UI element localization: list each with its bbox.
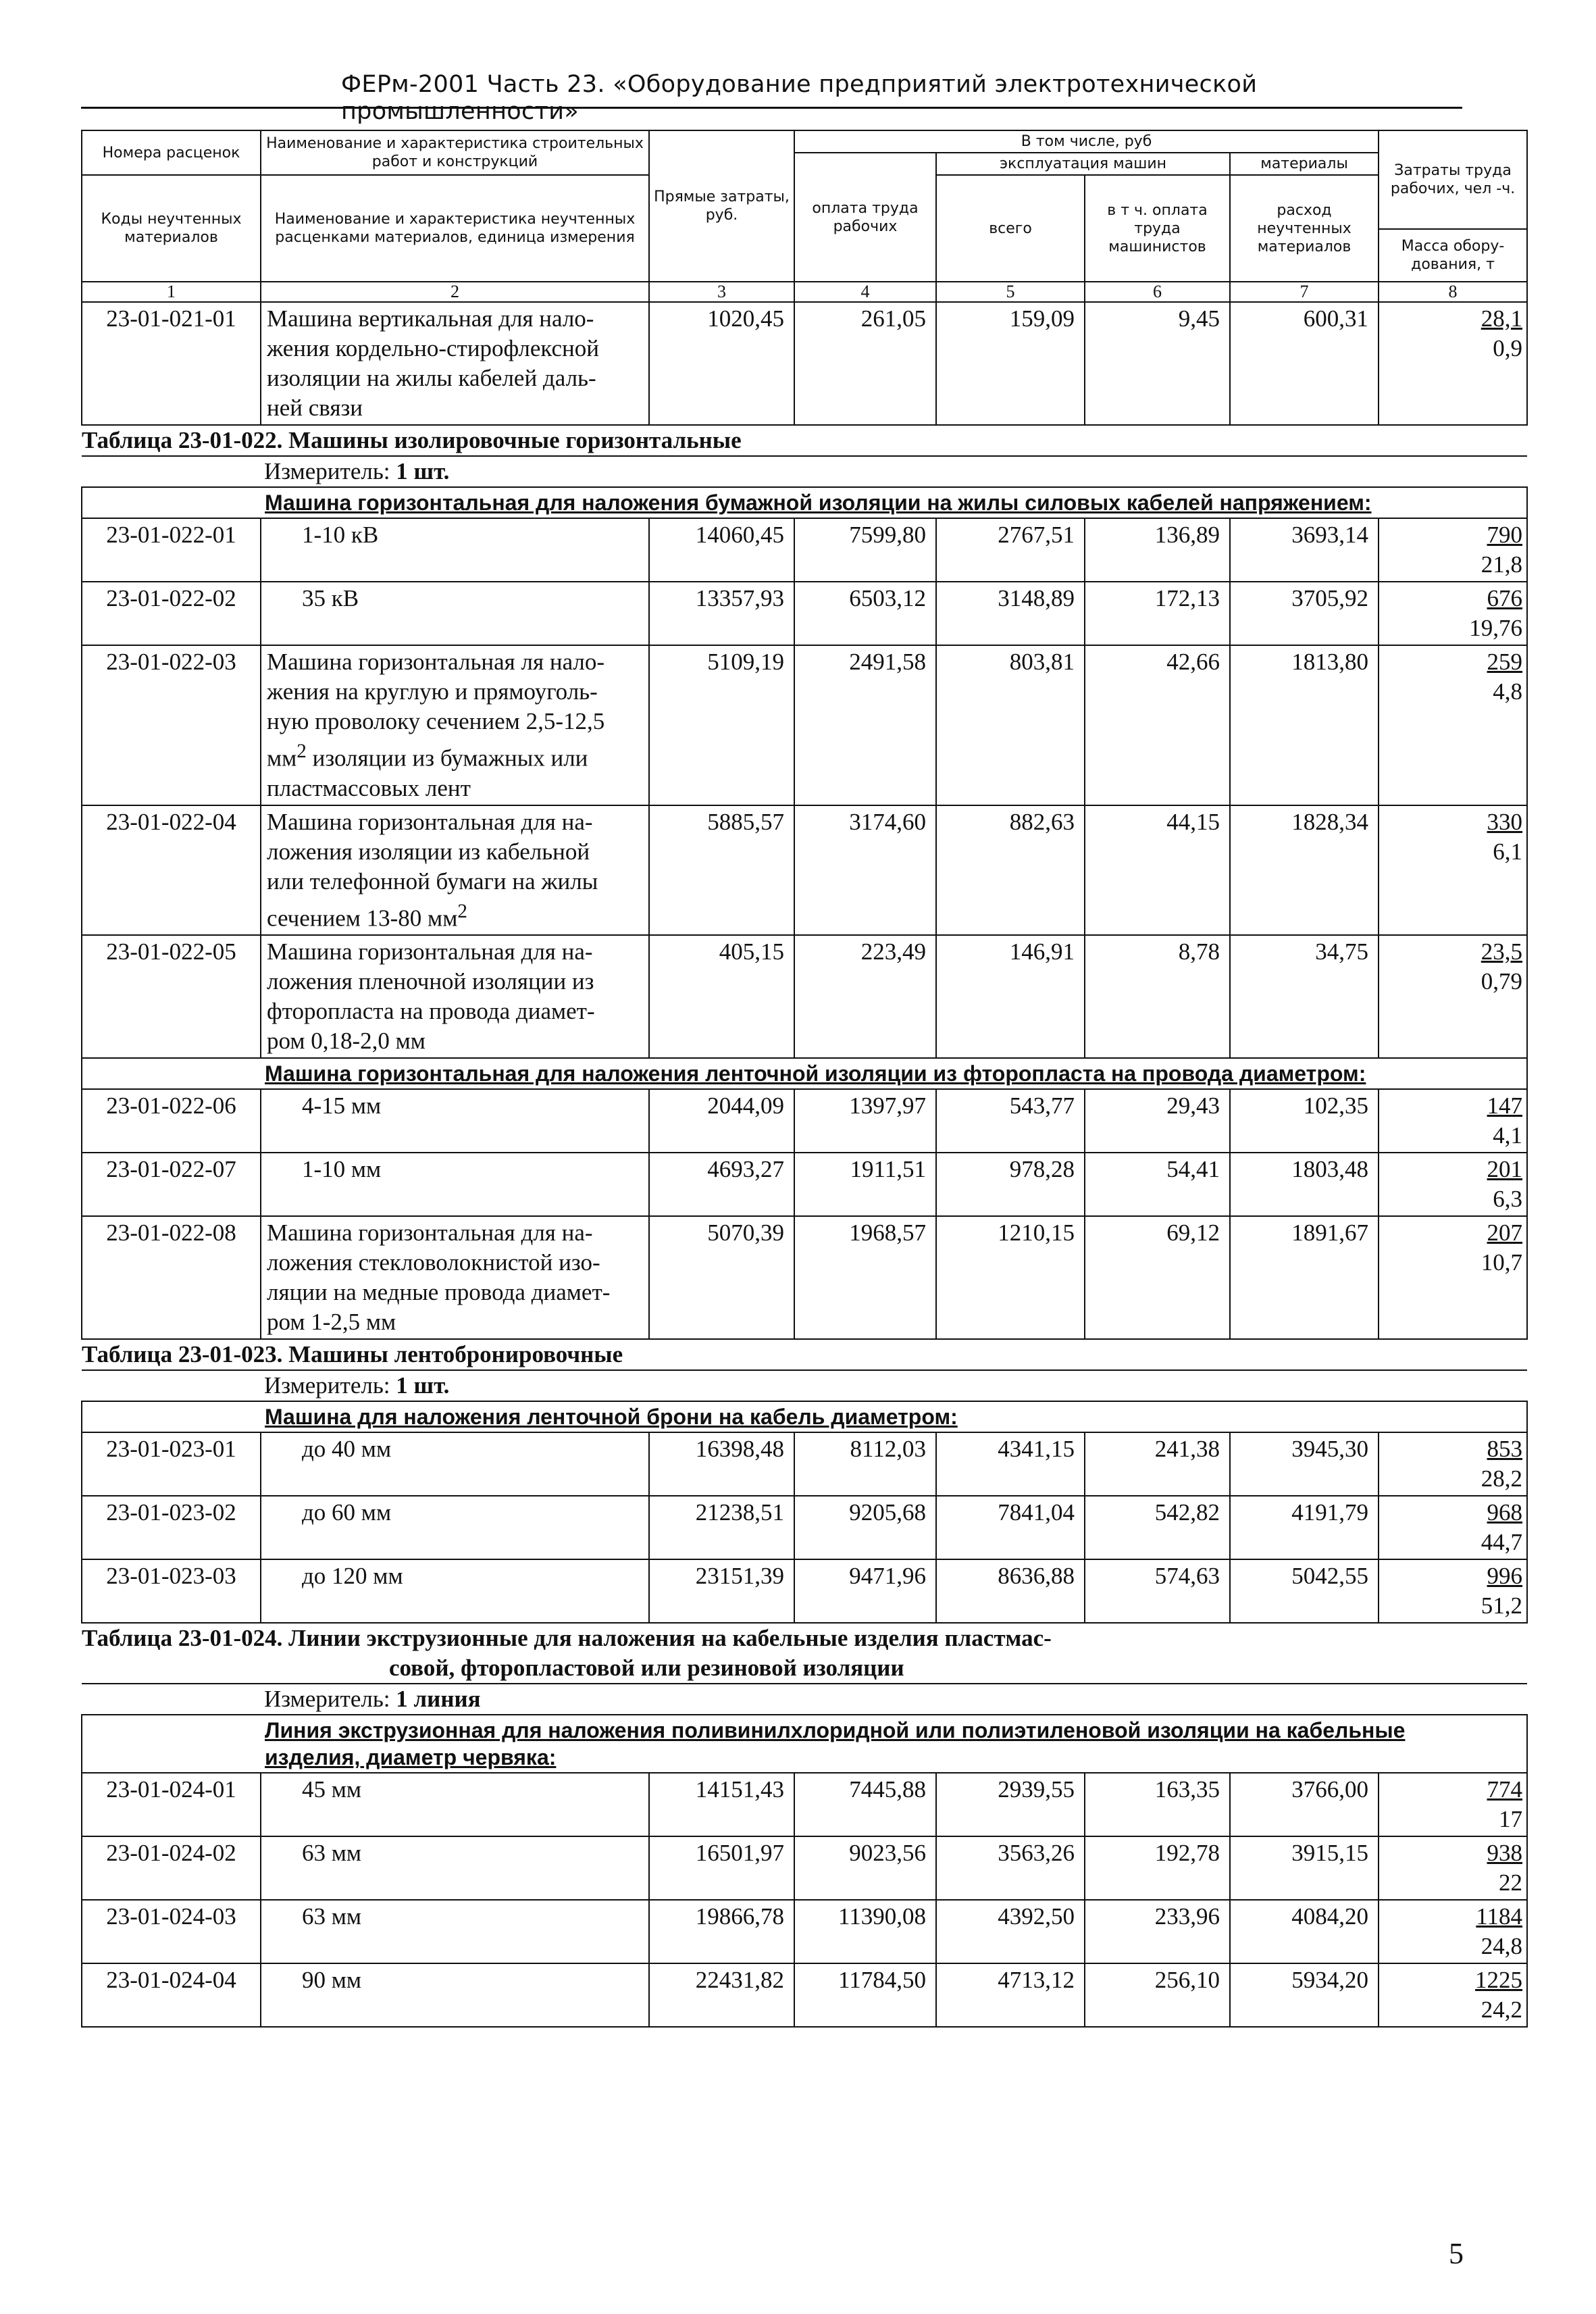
worker-wages: 3174,60 xyxy=(794,805,936,936)
materials-costs: 3945,30 xyxy=(1230,1432,1379,1496)
worker-wages: 261,05 xyxy=(794,302,936,425)
rate-description: до 120 мм xyxy=(261,1559,649,1623)
equipment-mass: 51,2 xyxy=(1481,1592,1523,1619)
labor-hours: 774 xyxy=(1487,1776,1523,1803)
table-row xyxy=(82,582,1527,645)
materials-costs: 600,31 xyxy=(1230,302,1379,425)
table-row xyxy=(82,302,1527,425)
header-rule xyxy=(81,107,1462,109)
direct-costs: 16501,97 xyxy=(649,1836,794,1900)
col-header-materials: материалы xyxy=(1230,153,1379,175)
labor-and-mass xyxy=(1379,1963,1527,2027)
rate-description: 1-10 мм xyxy=(261,1153,649,1216)
rate-code: 23-01-022-08 xyxy=(82,1216,261,1339)
measurement-unit: Измеритель: 1 шт. xyxy=(82,456,1527,487)
rate-code: 23-01-024-04 xyxy=(82,1963,261,2027)
col-number: 3 xyxy=(649,282,794,302)
machine-costs: 2939,55 xyxy=(936,1773,1085,1836)
group-header: Машина для наложения ленточной брони на кабель диаметром: xyxy=(82,1401,1527,1432)
labor-and-mass xyxy=(1379,1496,1527,1559)
direct-costs: 405,15 xyxy=(649,935,794,1058)
table-row xyxy=(82,1773,1527,1836)
equipment-mass: 10,7 xyxy=(1481,1249,1523,1276)
group-header-row xyxy=(82,1058,1527,1089)
machine-costs: 4392,50 xyxy=(936,1900,1085,1963)
rate-code: 23-01-023-03 xyxy=(82,1559,261,1623)
rate-code: 23-01-021-01 xyxy=(82,302,261,425)
equipment-mass: 28,2 xyxy=(1481,1465,1523,1492)
direct-costs: 1020,45 xyxy=(649,302,794,425)
labor-hours: 968 xyxy=(1487,1499,1523,1526)
equipment-mass: 24,2 xyxy=(1481,1996,1523,2023)
machine-costs: 2767,51 xyxy=(936,518,1085,582)
labor-and-mass xyxy=(1379,1773,1527,1836)
table-row xyxy=(82,935,1527,1058)
table-row xyxy=(82,1216,1527,1339)
labor-hours: 1184 xyxy=(1476,1903,1523,1930)
worker-wages: 9023,56 xyxy=(794,1836,936,1900)
operator-wages: 241,38 xyxy=(1085,1432,1230,1496)
col-number: 2 xyxy=(261,282,649,302)
unit-row xyxy=(82,1370,1527,1401)
labor-hours: 676 xyxy=(1487,585,1523,611)
operator-wages: 69,12 xyxy=(1085,1216,1230,1339)
table-row xyxy=(82,1836,1527,1900)
direct-costs: 19866,78 xyxy=(649,1900,794,1963)
table-row xyxy=(82,1089,1527,1153)
machine-costs: 3563,26 xyxy=(936,1836,1085,1900)
col-header-operator-wages: в т ч. оплата труда машинистов xyxy=(1085,175,1230,282)
col-header-machines: эксплуатация машин xyxy=(936,153,1230,175)
col-header-equipment-mass: Масса обору-дования, т xyxy=(1379,229,1527,282)
rate-description: 1-10 кВ xyxy=(261,518,649,582)
direct-costs: 13357,93 xyxy=(649,582,794,645)
section-title-row xyxy=(82,425,1527,456)
machine-costs: 803,81 xyxy=(936,645,1085,805)
rate-code: 23-01-023-02 xyxy=(82,1496,261,1559)
worker-wages: 223,49 xyxy=(794,935,936,1058)
table-row xyxy=(82,518,1527,582)
col-header-codes-bottom: Коды неучтенных материалов xyxy=(82,175,261,282)
table-row xyxy=(82,645,1527,805)
machine-costs: 882,63 xyxy=(936,805,1085,936)
rate-code: 23-01-022-02 xyxy=(82,582,261,645)
materials-costs: 4191,79 xyxy=(1230,1496,1379,1559)
rate-description: до 60 мм xyxy=(261,1496,649,1559)
labor-and-mass xyxy=(1379,1900,1527,1963)
equipment-mass: 0,9 xyxy=(1493,335,1523,361)
group-header: Линия экструзионная для наложения поливинилхлоридной или полиэтиленовой изоляции на кабельные изделия, диаметр червяка: xyxy=(82,1715,1527,1773)
rate-description: Машина вертикальная для нало- жения кордельно-стирофлексной изоляции на жилы кабелей даль- ней связи xyxy=(261,302,649,425)
group-header-row xyxy=(82,487,1527,518)
page-header: ФЕРм-2001 Часть 23. «Оборудование предприятий электротехнической промышленности» xyxy=(341,71,1258,125)
materials-costs: 3915,15 xyxy=(1230,1836,1379,1900)
equipment-mass: 24,8 xyxy=(1481,1933,1523,1960)
col-header-machines-total: всего xyxy=(936,175,1085,282)
direct-costs: 2044,09 xyxy=(649,1089,794,1153)
machine-costs: 4713,12 xyxy=(936,1963,1085,2027)
rate-code: 23-01-022-03 xyxy=(82,645,261,805)
col-number: 5 xyxy=(936,282,1085,302)
labor-hours: 201 xyxy=(1487,1156,1523,1183)
operator-wages: 44,15 xyxy=(1085,805,1230,936)
machine-costs: 4341,15 xyxy=(936,1432,1085,1496)
measurement-unit: Измеритель: 1 линия xyxy=(82,1684,1527,1715)
materials-costs: 34,75 xyxy=(1230,935,1379,1058)
measurement-unit: Измеритель: 1 шт. xyxy=(82,1370,1527,1401)
rate-code: 23-01-024-02 xyxy=(82,1836,261,1900)
col-number: 8 xyxy=(1379,282,1527,302)
col-header-wages: оплата труда рабочих xyxy=(794,153,936,282)
group-header-row xyxy=(82,1401,1527,1432)
group-header: Машина горизонтальная для наложения ленточной изоляции из фторопласта на провода диаметром: xyxy=(82,1058,1527,1089)
machine-costs: 978,28 xyxy=(936,1153,1085,1216)
machine-costs: 8636,88 xyxy=(936,1559,1085,1623)
table-row xyxy=(82,805,1527,936)
rate-description: до 40 мм xyxy=(261,1432,649,1496)
machine-costs: 3148,89 xyxy=(936,582,1085,645)
direct-costs: 16398,48 xyxy=(649,1432,794,1496)
rate-code: 23-01-022-04 xyxy=(82,805,261,936)
equipment-mass: 0,79 xyxy=(1481,968,1523,995)
labor-and-mass xyxy=(1379,1153,1527,1216)
col-header-name-bottom: Наименование и характеристика неучтенных расценками материалов, единица измерения xyxy=(261,175,649,282)
worker-wages: 1911,51 xyxy=(794,1153,936,1216)
col-number: 6 xyxy=(1085,282,1230,302)
materials-costs: 5042,55 xyxy=(1230,1559,1379,1623)
labor-hours: 853 xyxy=(1487,1436,1523,1463)
labor-and-mass xyxy=(1379,1836,1527,1900)
machine-costs: 1210,15 xyxy=(936,1216,1085,1339)
direct-costs: 22431,82 xyxy=(649,1963,794,2027)
operator-wages: 54,41 xyxy=(1085,1153,1230,1216)
rate-description: 90 мм xyxy=(261,1963,649,2027)
col-number: 4 xyxy=(794,282,936,302)
rate-code: 23-01-022-01 xyxy=(82,518,261,582)
direct-costs: 14060,45 xyxy=(649,518,794,582)
section-title: Таблица 23-01-023. Машины лентобронировочные xyxy=(82,1339,1527,1370)
materials-costs: 1828,34 xyxy=(1230,805,1379,936)
operator-wages: 42,66 xyxy=(1085,645,1230,805)
worker-wages: 2491,58 xyxy=(794,645,936,805)
rate-description: 45 мм xyxy=(261,1773,649,1836)
rate-code: 23-01-024-03 xyxy=(82,1900,261,1963)
group-header: Машина горизонтальная для наложения бумажной изоляции на жилы силовых кабелей напряжением: xyxy=(82,487,1527,518)
rate-description: Машина горизонтальная для на- ложения пленочной изоляции из фторопласта на провода диамет- ром 0,18-2,0 мм xyxy=(261,935,649,1058)
machine-costs: 7841,04 xyxy=(936,1496,1085,1559)
labor-and-mass xyxy=(1379,935,1527,1058)
worker-wages: 1968,57 xyxy=(794,1216,936,1339)
materials-costs: 3766,00 xyxy=(1230,1773,1379,1836)
operator-wages: 192,78 xyxy=(1085,1836,1230,1900)
labor-hours: 996 xyxy=(1487,1563,1523,1590)
worker-wages: 11784,50 xyxy=(794,1963,936,2027)
equipment-mass: 44,7 xyxy=(1481,1529,1523,1556)
worker-wages: 7599,80 xyxy=(794,518,936,582)
rate-description: Машина горизонтальная ля нало- жения на круглую и прямоуголь- ную проволоку сечением 2,5-12,5 $мм^2$ изоляции из бумажных или пластмассовых лент xyxy=(261,645,649,805)
section-title-row xyxy=(82,1623,1527,1684)
rate-description: 63 мм xyxy=(261,1836,649,1900)
table-row xyxy=(82,1963,1527,2027)
rate-code: 23-01-022-07 xyxy=(82,1153,261,1216)
labor-and-mass xyxy=(1379,1559,1527,1623)
equipment-mass: 21,8 xyxy=(1481,551,1523,578)
section-title: Таблица 23-01-024. Линии экструзионные для наложения на кабельные изделия пластмас- совой, фторопластовой или резиновой изоляции xyxy=(82,1623,1527,1684)
operator-wages: 172,13 xyxy=(1085,582,1230,645)
direct-costs: 21238,51 xyxy=(649,1496,794,1559)
section-title-row xyxy=(82,1339,1527,1370)
rate-description: Машина горизонтальная для на- ложения стекловолокнистой изо- ляции на медные провода диамет- ром 1-2,5 мм xyxy=(261,1216,649,1339)
equipment-mass: 6,3 xyxy=(1493,1186,1523,1213)
direct-costs: 23151,39 xyxy=(649,1559,794,1623)
col-header-codes-top: Номера расценок xyxy=(82,130,261,175)
labor-and-mass xyxy=(1379,645,1527,805)
rates-table xyxy=(81,130,1528,2028)
table-row xyxy=(82,1153,1527,1216)
table-row xyxy=(82,1559,1527,1623)
col-header-name-top: Наименование и характеристика строительных работ и конструкций xyxy=(261,130,649,175)
materials-costs: 4084,20 xyxy=(1230,1900,1379,1963)
operator-wages: 542,82 xyxy=(1085,1496,1230,1559)
worker-wages: 9471,96 xyxy=(794,1559,936,1623)
machine-costs: 159,09 xyxy=(936,302,1085,425)
group-header-row xyxy=(82,1715,1527,1773)
equipment-mass: 4,1 xyxy=(1493,1122,1523,1149)
operator-wages: 163,35 xyxy=(1085,1773,1230,1836)
direct-costs: 5109,19 xyxy=(649,645,794,805)
direct-costs: 5070,39 xyxy=(649,1216,794,1339)
labor-hours: 147 xyxy=(1487,1092,1523,1120)
rate-description: Машина горизонтальная для на- ложения изоляции из кабельной или телефонной бумаги на жилы сечением 13-80 $мм^2$ xyxy=(261,805,649,936)
col-header-direct-costs: Прямые затраты, руб. xyxy=(649,130,794,282)
table-row xyxy=(82,1496,1527,1559)
machine-costs: 146,91 xyxy=(936,935,1085,1058)
labor-and-mass xyxy=(1379,1216,1527,1339)
materials-costs: 1803,48 xyxy=(1230,1153,1379,1216)
rate-code: 23-01-023-01 xyxy=(82,1432,261,1496)
equipment-mass: 19,76 xyxy=(1469,615,1523,641)
labor-and-mass xyxy=(1379,805,1527,936)
rate-description: 35 кВ xyxy=(261,582,649,645)
table-row xyxy=(82,1900,1527,1963)
worker-wages: 9205,68 xyxy=(794,1496,936,1559)
direct-costs: 14151,43 xyxy=(649,1773,794,1836)
materials-costs: 3693,14 xyxy=(1230,518,1379,582)
equipment-mass: 17 xyxy=(1499,1806,1523,1833)
rate-code: 23-01-024-01 xyxy=(82,1773,261,1836)
equipment-mass: 22 xyxy=(1499,1869,1523,1896)
labor-hours: 938 xyxy=(1487,1840,1523,1867)
col-header-unaccounted-materials: расход неучтенных материалов xyxy=(1230,175,1379,282)
labor-hours: 330 xyxy=(1487,808,1523,835)
labor-hours: 259 xyxy=(1487,649,1523,675)
worker-wages: 8112,03 xyxy=(794,1432,936,1496)
unit-row xyxy=(82,1684,1527,1715)
unit-row xyxy=(82,456,1527,487)
materials-costs: 1891,67 xyxy=(1230,1216,1379,1339)
operator-wages: 574,63 xyxy=(1085,1559,1230,1623)
labor-hours: 790 xyxy=(1487,522,1523,548)
operator-wages: 9,45 xyxy=(1085,302,1230,425)
labor-hours: 23,5 xyxy=(1481,938,1523,965)
operator-wages: 256,10 xyxy=(1085,1963,1230,2027)
materials-costs: 3705,92 xyxy=(1230,582,1379,645)
rate-description: 4-15 мм xyxy=(261,1089,649,1153)
labor-and-mass xyxy=(1379,302,1527,425)
materials-costs: 102,35 xyxy=(1230,1089,1379,1153)
machine-costs: 543,77 xyxy=(936,1089,1085,1153)
labor-and-mass xyxy=(1379,1432,1527,1496)
direct-costs: 4693,27 xyxy=(649,1153,794,1216)
labor-hours: 207 xyxy=(1487,1219,1523,1247)
labor-and-mass xyxy=(1379,582,1527,645)
materials-costs: 1813,80 xyxy=(1230,645,1379,805)
col-number: 7 xyxy=(1230,282,1379,302)
operator-wages: 136,89 xyxy=(1085,518,1230,582)
labor-hours: 28,1 xyxy=(1481,305,1523,332)
labor-and-mass xyxy=(1379,1089,1527,1153)
direct-costs: 5885,57 xyxy=(649,805,794,936)
worker-wages: 11390,08 xyxy=(794,1900,936,1963)
materials-costs: 5934,20 xyxy=(1230,1963,1379,2027)
col-header-labor-costs: Затраты труда рабочих, чел -ч. xyxy=(1379,130,1527,229)
operator-wages: 8,78 xyxy=(1085,935,1230,1058)
rate-code: 23-01-022-06 xyxy=(82,1089,261,1153)
table-row xyxy=(82,1432,1527,1496)
worker-wages: 7445,88 xyxy=(794,1773,936,1836)
operator-wages: 29,43 xyxy=(1085,1089,1230,1153)
labor-and-mass xyxy=(1379,518,1527,582)
rate-code: 23-01-022-05 xyxy=(82,935,261,1058)
rate-description: 63 мм xyxy=(261,1900,649,1963)
page-number: 5 xyxy=(1449,2237,1464,2270)
labor-hours: 1225 xyxy=(1475,1967,1523,1994)
worker-wages: 1397,97 xyxy=(794,1089,936,1153)
section-title: Таблица 23-01-022. Машины изолировочные горизонтальные xyxy=(82,425,1527,456)
equipment-mass: 6,1 xyxy=(1493,838,1523,865)
col-number: 1 xyxy=(82,282,261,302)
operator-wages: 233,96 xyxy=(1085,1900,1230,1963)
col-header-in-total: В том числе, руб xyxy=(794,130,1379,153)
equipment-mass: 4,8 xyxy=(1493,678,1523,705)
worker-wages: 6503,12 xyxy=(794,582,936,645)
